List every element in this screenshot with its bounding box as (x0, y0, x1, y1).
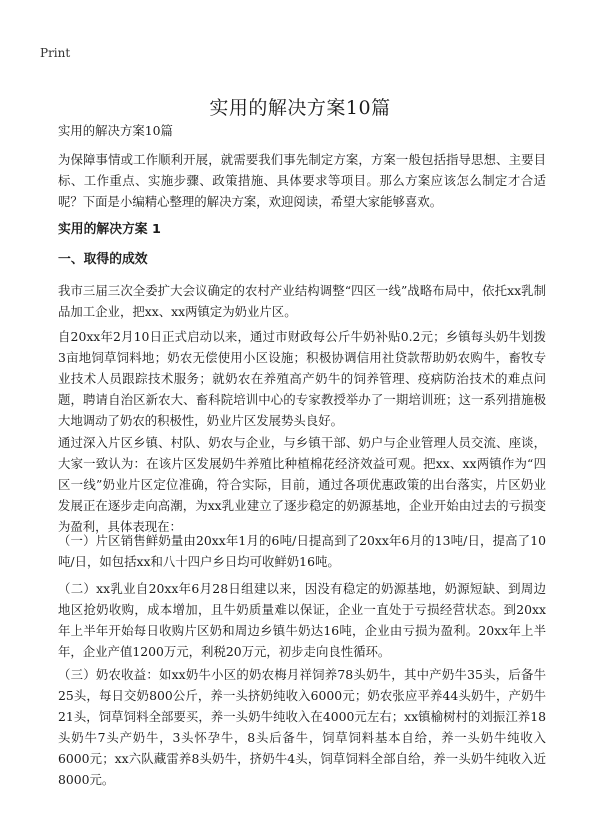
paragraph-1: 我市三届三次全委扩大会议确定的农村产业结构调整“四区一线”战略布局中，依托xx乳制品加工企业，把xx、xx两镇定为奶业片区。 (58, 283, 546, 319)
intro-paragraph: 为保障事情或工作顺利开展，就需要我们事先制定方案，方案一般包括指导思想、主要目标、工作重点、实施步骤、政策措施、具体要求等项目。那么方案应该怎么制定才合适呢？下面是小编精心整理的解决方案，欢迎阅读，希望大家能够喜欢。 (58, 152, 546, 209)
paragraph-6: （三）奶农收益：如xx奶牛小区的奶农梅月祥饲养78头奶牛，其中产奶牛35头，后备牛25头，每日交奶800公斤，养一头挤奶纯收入6000元；奶农张应平养44头奶牛，产奶牛21头，饲草饲料全部要买，养一头奶牛纯收入在4000元左右；xx镇榆树村的刘振江养18头奶牛7头产奶牛，3头怀孕牛，8头后备牛，饲草饲料基本自给，养一头奶牛纯收入6000元；xx六队藏雷养8头奶牛，挤奶牛4头，饲草饲料全部自给，养一头奶牛纯收入近8000元。 (58, 667, 546, 787)
paragraph-3: 通过深入片区乡镇、村队、奶农与企业，与乡镇干部、奶户与企业管理人员交流、座谈，大家一致认为：在该片区发展奶牛养殖比种植棉花经济效益可观。把xx、xx两镇作为“四区一线”奶业片区定位准确，符合实际，目前，通过各项优惠政策的出台落实，片区奶业发展正在逐步走向高潮，为xx乳业建立了逐步稳定的奶源基地，企业开始由过去的亏损变为盈利，具体表现在： (58, 435, 546, 534)
paragraph-4: （一）片区销售鲜奶量由20xx年1月的6吨/日提高到了20xx年6月的13吨/日，提高了10吨/日，如包括xx和八十四户乡日均可收鲜奶16吨。 (58, 533, 546, 569)
document-subtitle: 实用的解决方案10篇 (58, 123, 173, 138)
paragraph-2: 自20xx年2月10日正式启动以来，通过市财政每公斤牛奶补贴0.2元；乡镇每头奶牛划拨3亩地饲草饲料地；奶农无偿使用小区设施；积极协调信用社贷款帮助奶农购牛，畜牧专业技术人员跟踪技术服务；就奶农在养殖高产奶牛的饲养管理、疫病防治技术的难点问题，聘请自治区新农大、畜科院培训中心的专家教授举办了一期培训班；这一系列措施极大地调动了奶农的积极性，奶业片区发展势头良好。 (58, 329, 546, 428)
print-label: Print (40, 46, 71, 60)
section-heading: 实用的解决方案 1 (58, 222, 161, 237)
document-title: 实用的解决方案10篇 (209, 96, 391, 119)
subsection-heading: 一、取得的成效 (58, 252, 148, 267)
paragraph-5: （二）xx乳业自20xx年6月28日组建以来，因没有稳定的奶源基地，奶源短缺、到周边地区抢奶收购，成本增加，且牛奶质量难以保证，企业一直处于亏损经营状态。到20xx年上半年开始每日收购片区奶和周边乡镇牛奶达16吨，企业由亏损为盈利。20xx年上半年，企业产值1200万元，利税20万元，初步走向良性循环。 (58, 581, 546, 659)
